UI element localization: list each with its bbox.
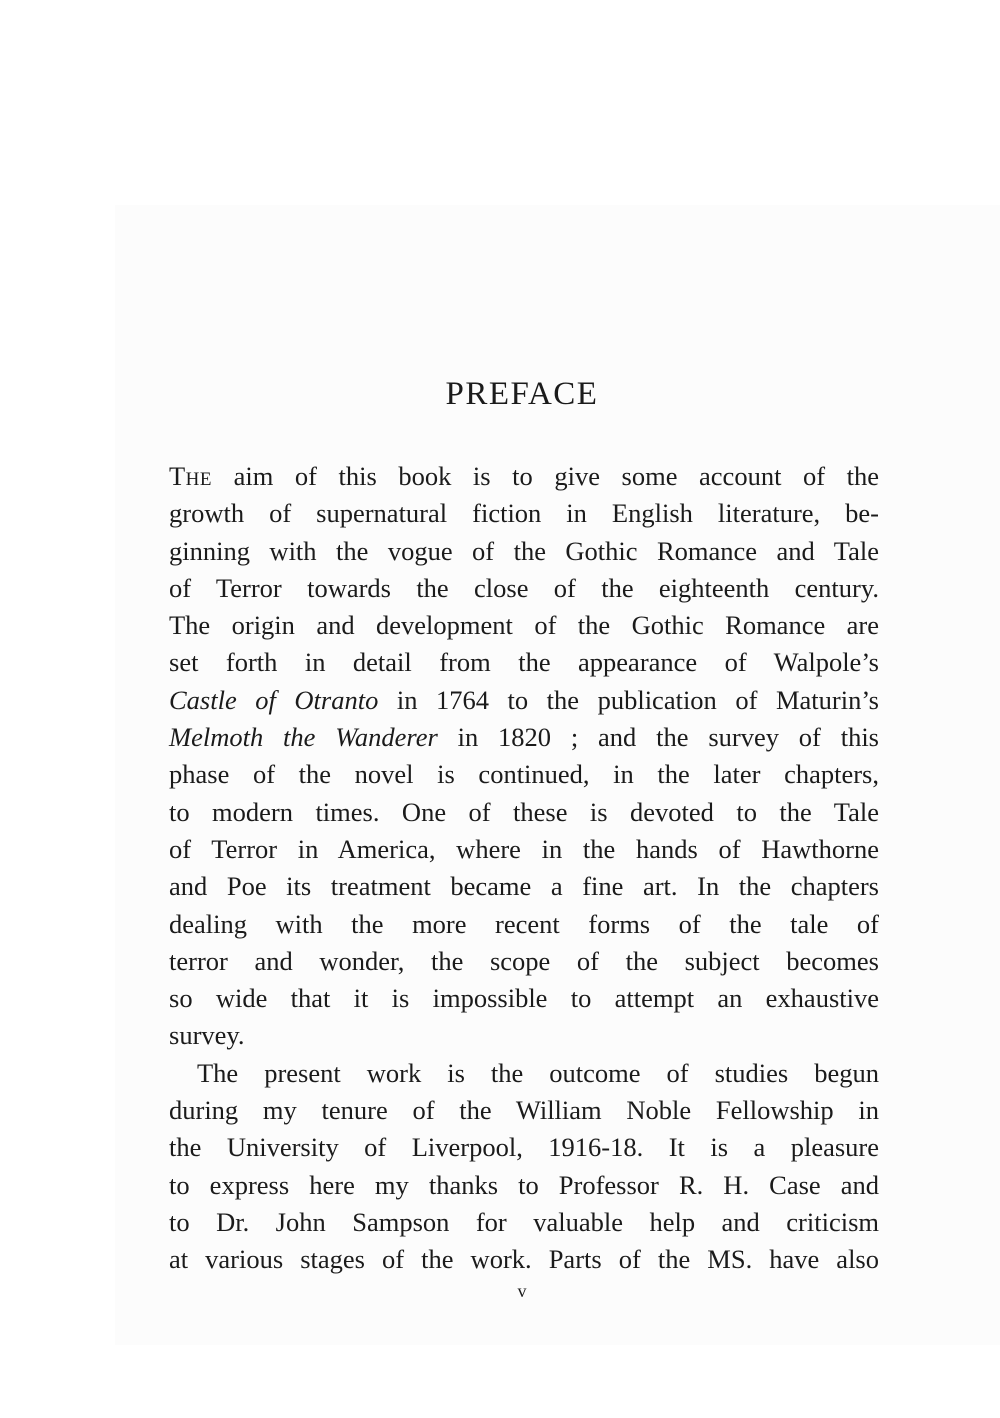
text-line: at various stages of the work. Parts of the MS. have also <box>169 1244 879 1275</box>
text-fragment: in 1764 to the publication of Maturin’s <box>378 684 879 715</box>
book-title: Melmoth the Wanderer <box>169 722 438 753</box>
paragraph-2 <box>169 1055 879 1279</box>
text-fragment: aim of this book is to give some account of the <box>212 461 879 491</box>
text-line: of Terror in America, where in the hands of Hawthorne <box>169 833 879 864</box>
paragraph-1 <box>169 458 879 1055</box>
text-line: and Poe its treatment became a fine art. In the chapters <box>169 871 879 902</box>
text-line <box>169 682 879 719</box>
text-line: to modern times. One of these is devoted to the Tale <box>169 796 879 827</box>
text-fragment: in 1820 ; and the survey of this <box>437 722 879 753</box>
preface-body <box>169 458 879 1279</box>
text-line: the University of Liverpool, 1916-18. It is a pleasure <box>169 1132 879 1163</box>
lead-word: The <box>169 461 213 491</box>
book-title: Castle of Otranto <box>169 684 379 715</box>
text-line <box>169 719 879 756</box>
text-line: dealing with the more recent forms of the tale of <box>169 908 879 939</box>
text-line: growth of supernatural fiction in English literature, be- <box>169 498 879 529</box>
text-line: phase of the novel is continued, in the later chapters, <box>169 759 879 790</box>
text-line <box>169 458 879 495</box>
page-title: PREFACE <box>445 376 599 412</box>
text-line: ginning with the vogue of the Gothic Romance and Tale <box>169 535 879 566</box>
text-line: The present work is the outcome of studies begun <box>197 1057 879 1088</box>
text-line: The origin and development of the Gothic Romance are <box>169 610 879 641</box>
text-line: survey. <box>169 1020 245 1051</box>
page-number: v <box>517 1281 527 1301</box>
text-line: during my tenure of the William Noble Fellowship in <box>169 1095 879 1126</box>
text-line: of Terror towards the close of the eighteenth century. <box>169 572 879 603</box>
text-line: set forth in detail from the appearance of Walpole’s <box>169 647 879 678</box>
text-line: terror and wonder, the scope of the subject becomes <box>169 945 879 976</box>
text-line: to express here my thanks to Professor R. H. Case and <box>169 1169 879 1200</box>
text-line: so wide that it is impossible to attempt an exhaustive <box>169 983 879 1014</box>
text-line: to Dr. John Sampson for valuable help and criticism <box>169 1206 879 1237</box>
